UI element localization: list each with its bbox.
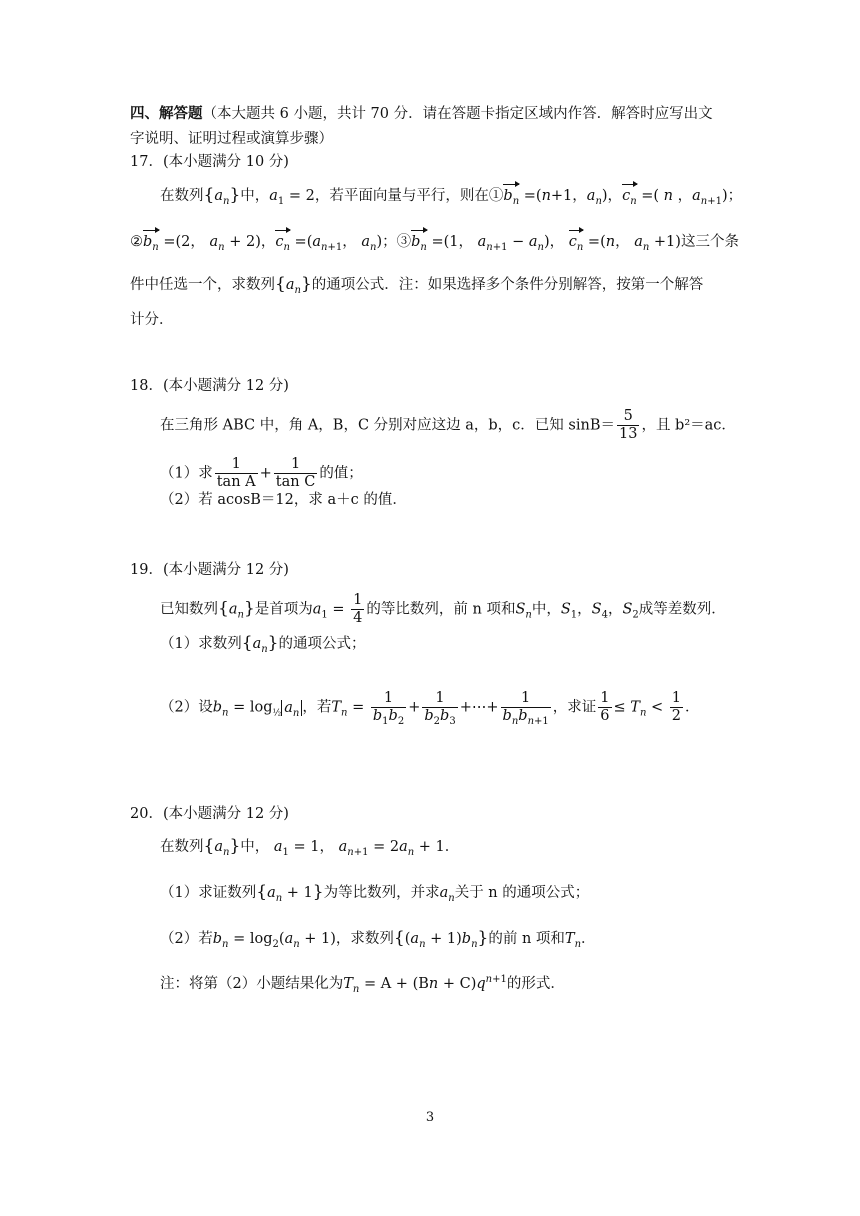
fraction: $\frac{5}{13}$ bbox=[619, 408, 638, 442]
q17-text: 的通项公式．注：如果选择多个条件分别解答，按第一个解答 bbox=[311, 277, 704, 293]
vector-b: $b_n$ bbox=[143, 230, 159, 252]
q17-line-1: 在数列$\{a_n\}$中，$a_1 = 2$，若平面向量与平行，则在$①b_n =(n+1$，$a_n$)，$c_n$ =( n ，$a_{n+1}$)； bbox=[160, 185, 743, 207]
vector-b: $b_n$ bbox=[503, 184, 519, 206]
q17-text: 件中任选一个，求数列 bbox=[130, 277, 275, 293]
q18-heading: 18．(本小题满分 12 分) bbox=[130, 378, 289, 394]
fraction: $\frac{1}{\text{tan C}}$ bbox=[275, 456, 316, 490]
fraction: $\frac{1}{6}$ bbox=[600, 690, 610, 724]
q17-text: ，若平面向量与平行，则在① bbox=[314, 188, 504, 204]
q17-line-2: $②b_n =(2$， $a_n + 2$)，$c_n =(a_{n+1}$， $a_n$)；$③b_n =(1$， $a_{n+1} - a_n$)， $c_n =(n$， $a_n +1$)这三个条 bbox=[130, 230, 739, 252]
q20-line-1: 在数列$\{a_n\}$中， $a_1 = 1$， $a_{n+1} = 2a_n + 1$． bbox=[160, 836, 460, 858]
section-header bbox=[130, 104, 713, 124]
q17-line-4: 计分． bbox=[130, 312, 174, 328]
q17-text: 这三个条 bbox=[680, 234, 739, 250]
q18-text: ，且 b²＝ac． bbox=[641, 417, 736, 434]
q17-text: 中， bbox=[240, 188, 270, 204]
section-title: 四、解答题 bbox=[130, 105, 203, 122]
vector-c: $c_n$ bbox=[622, 184, 637, 206]
section-desc-1: （本大题共 6 小题，共计 70 分．请在答题卡指定区域内作答．解答时应写出文 bbox=[202, 106, 713, 122]
fraction: $\frac{1}{\text{tan A}}$ bbox=[216, 456, 256, 490]
fraction: $\frac{1}{4}$ bbox=[353, 592, 363, 626]
q18-part-2: （2）若 acosB＝12，求 a＋c 的值． bbox=[160, 492, 407, 508]
q17-text: 在数列 bbox=[160, 188, 204, 204]
section-desc-2: 字说明、证明过程或演算步骤） bbox=[130, 131, 333, 147]
q17-line-3: 件中任选一个，求数列$\{a_n\}$的通项公式．注：如果选择多个条件分别解答，按第一个解答 bbox=[130, 274, 704, 296]
q17-heading: 17．(本小题满分 10 分) bbox=[130, 154, 289, 170]
q20-part-1: （1）求证数列$\{a_n + 1\}$为等比数列，并求$a_n$关于 n 的通项公式； bbox=[160, 882, 590, 904]
q18-part-1: （1）求 $\frac{1}{\text{tan A}}$ + $\frac{1}{\text{tan C}}$ 的值； bbox=[160, 456, 363, 490]
q19-line-1: 已知数列$\{a_n\}$是首项为$a_1$ = $\frac{1}{4}$ 的等比数列，前 n 项和$S_n$中，$S_1$，$S_4$，$S_2$成等差数列． bbox=[160, 592, 726, 626]
vector-c: $c_n$ bbox=[569, 230, 584, 252]
q18-line-1 bbox=[160, 408, 736, 443]
vector-b: $b_n$ bbox=[411, 230, 427, 252]
q20-part-2: （2）若$b_n = \log_2(a_n + 1)$，求数列$\{(a_n + 1)b_n\}$的前 n 项和$T_n$． bbox=[160, 928, 596, 950]
q19-heading: 19．(本小题满分 12 分) bbox=[130, 562, 289, 578]
fraction: $\frac{1}{b_1b_2}$ bbox=[372, 690, 405, 727]
page-number: 3 bbox=[425, 1110, 435, 1125]
q19-part-2: （2）设$b_n = \log_{\frac{1}{2}} a_n$ ，若$T_n$ = $\frac{1}{b_1b_2}$ + $\frac{1}{b_2b_3}$ +⋯+ $\frac{1}{b_nb_{n+1}}$ ，求证 $\frac{1}{6}$ ≤ $T_n$ < $\frac{1}{2}$ ． bbox=[160, 690, 700, 727]
vector-c: $c_n$ bbox=[275, 230, 290, 252]
fraction: $\frac{1}{b_2b_3}$ bbox=[424, 690, 456, 727]
fraction: $\frac{1}{b_nb_{n+1}}$ bbox=[502, 690, 549, 727]
q18-text: 在三角形 ABC 中，角 A，B，C 分别对应这边 a，b，c．已知 sinB＝ bbox=[160, 417, 615, 434]
fraction: $\frac{1}{2}$ bbox=[671, 690, 681, 724]
q20-note: 注：将第（2）小题结果化为$T_n = A + (Bn + C)q^{n+1}$的形式． bbox=[160, 974, 565, 995]
q20-heading: 20．(本小题满分 12 分) bbox=[130, 806, 289, 822]
q19-part-1: （1）求数列$\{a_n\}$的通项公式； bbox=[160, 633, 366, 655]
